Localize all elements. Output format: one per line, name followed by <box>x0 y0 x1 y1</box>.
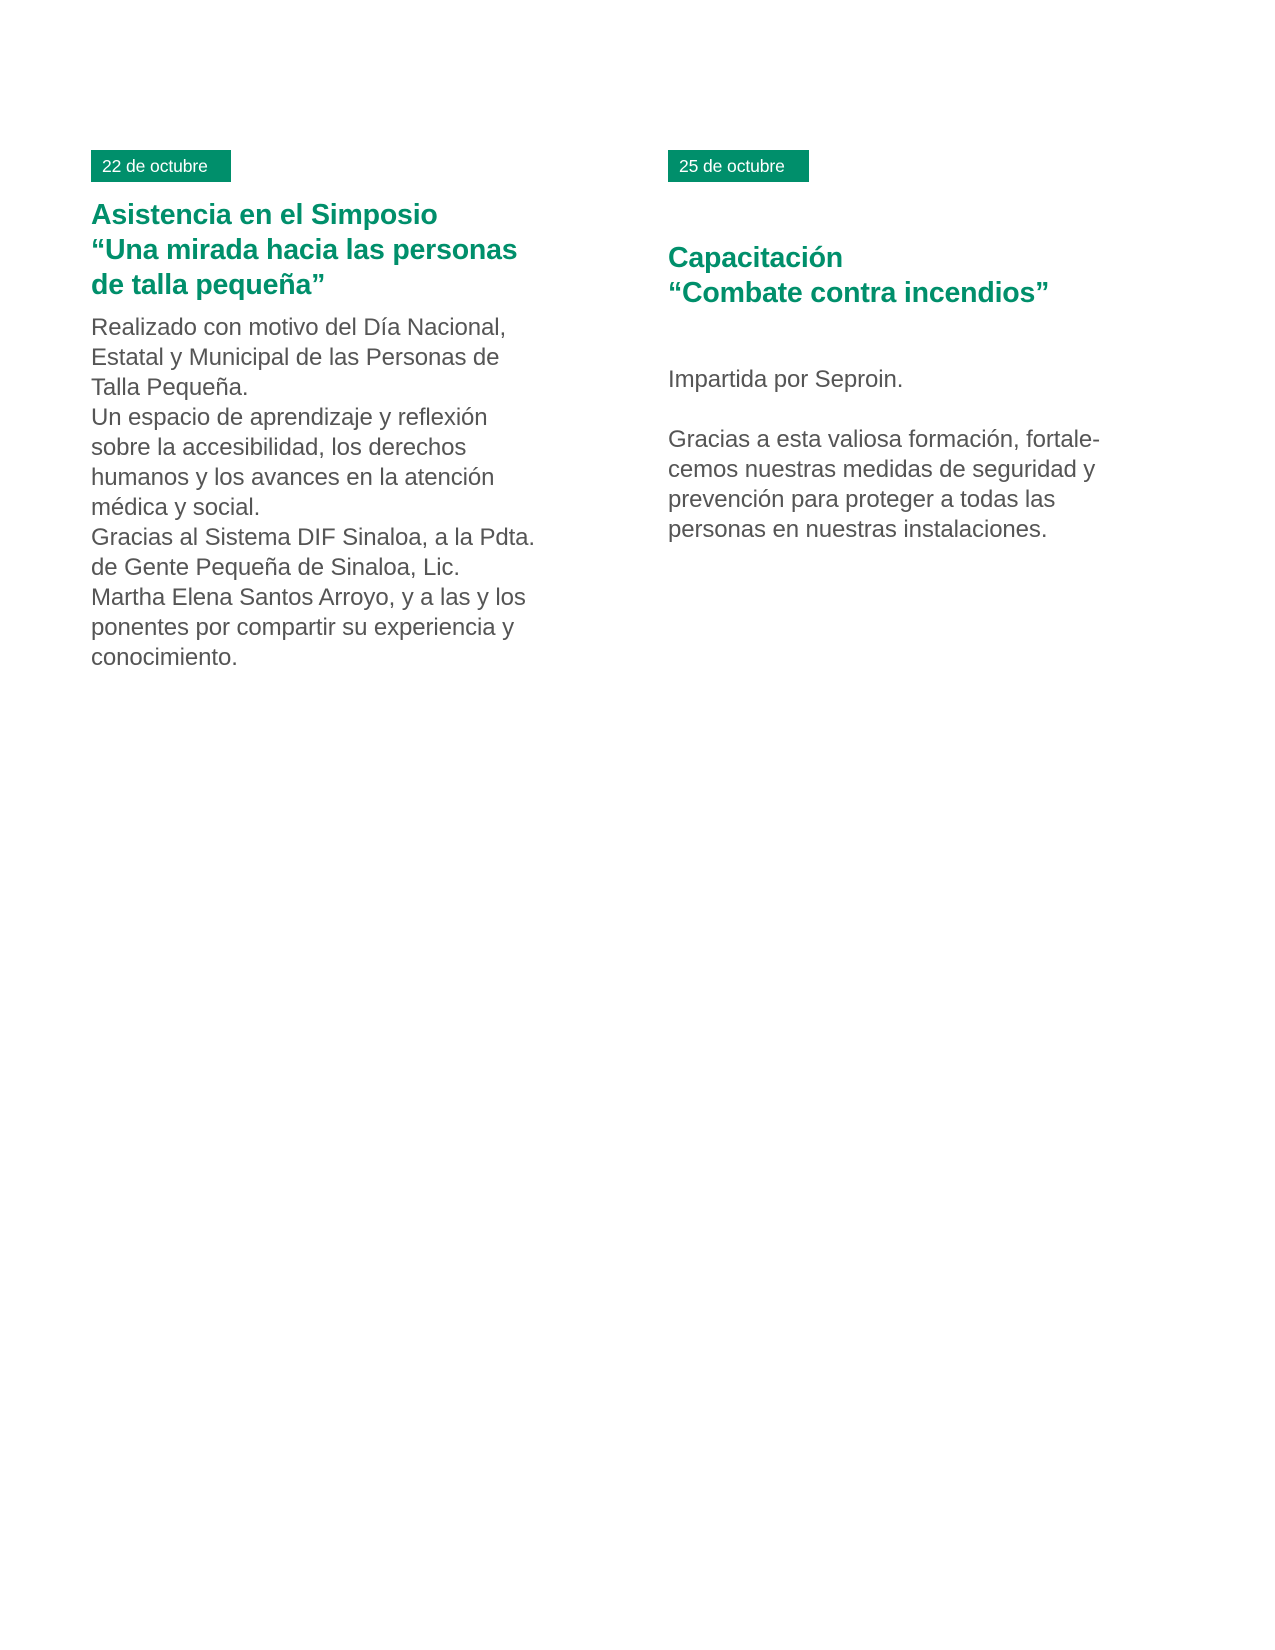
date-badge: 25 de octubre <box>668 150 809 182</box>
entry-body-line: ponentes por compartir su experiencia y <box>91 614 514 641</box>
entry-body-line: Gracias al Sistema DIF Sinaloa, a la Pdta. <box>91 524 535 551</box>
entry-body-line: Un espacio de aprendizaje y reflexión <box>91 404 488 431</box>
date-badge: 22 de octubre <box>91 150 231 182</box>
entry-body <box>668 365 1148 545</box>
entry-body-line: cemos nuestras medidas de seguridad y <box>668 456 1096 483</box>
entry-title-line: “Combate contra incendios” <box>668 277 1050 309</box>
entry-body-line: personas en nuestras instalaciones. <box>668 516 1048 543</box>
entry-title-line: de talla pequeña” <box>91 269 326 301</box>
entry-title-line: Capacitación <box>668 242 843 274</box>
entry-body-line: Estatal y Municipal de las Personas de <box>91 344 500 371</box>
entry-body-line: Realizado con motivo del Día Nacional, <box>91 314 507 341</box>
entry-body-line: Impartida por Seproin. <box>668 366 904 393</box>
entry-card-left <box>91 150 571 673</box>
entry-body-line: sobre la accesibilidad, los derechos <box>91 434 467 461</box>
entry-body-line: Martha Elena Santos Arroyo, y a las y los <box>91 584 526 611</box>
entry-title <box>668 241 1148 311</box>
entry-body-line: prevención para proteger a todas las <box>668 486 1056 513</box>
entry-body-line: Talla Pequeña. <box>91 374 249 401</box>
entry-title <box>91 198 571 303</box>
entry-title-line: Asistencia en el Simposio <box>91 199 438 231</box>
entry-card-right <box>668 150 1148 545</box>
entry-title-line: “Una mirada hacia las personas <box>91 234 518 266</box>
entry-body-line: Gracias a esta valiosa formación, fortale- <box>668 426 1100 453</box>
entry-body-line: médica y social. <box>91 494 261 521</box>
entry-body-line: de Gente Pequeña de Sinaloa, Lic. <box>91 554 460 581</box>
entry-body-line: conocimiento. <box>91 644 238 671</box>
paragraph-spacer <box>668 395 1148 425</box>
entry-body-line: humanos y los avances en la atención <box>91 464 495 491</box>
entry-body <box>91 313 571 673</box>
